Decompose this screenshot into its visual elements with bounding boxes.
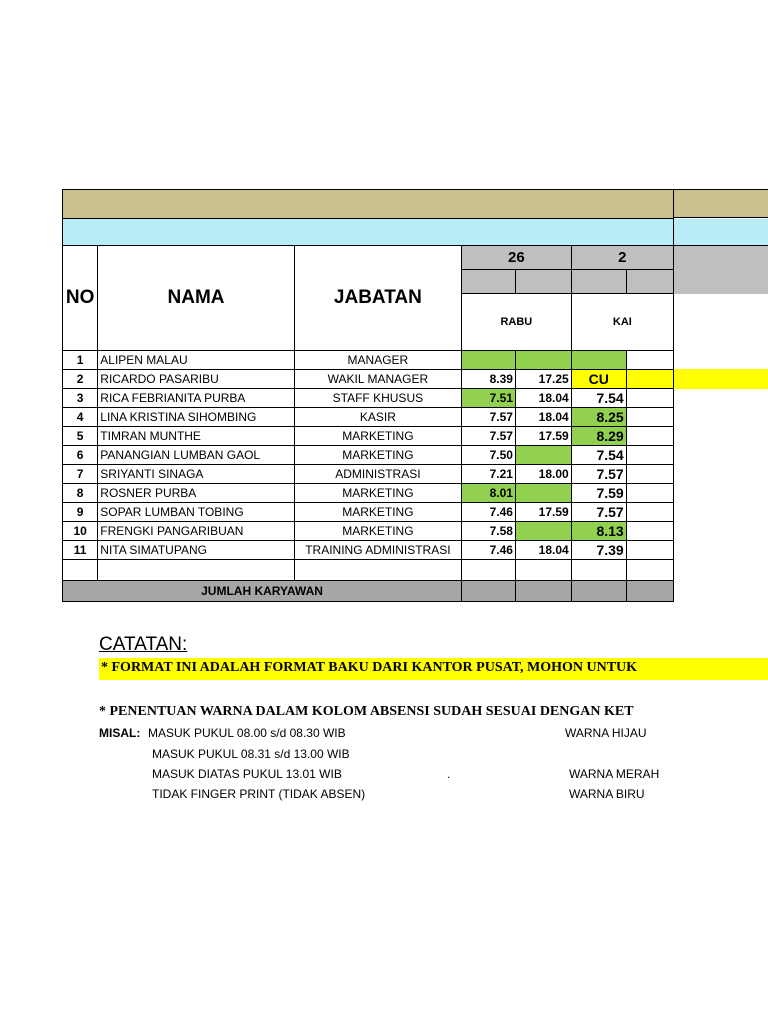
row-next: 7.57 [571,465,626,484]
row-jabatan: ADMINISTRASI [294,465,461,484]
header-no: NO [63,246,98,351]
row-next-out [626,522,673,541]
row-no: 1 [63,351,98,370]
day-header-2: KAI [571,294,673,351]
row-next: 7.39 [571,541,626,560]
table-row [63,446,674,465]
table-row [63,408,674,427]
row-next: 8.13 [571,522,626,541]
example-color: WARNA BIRU [569,787,645,801]
row-jabatan: MARKETING [294,522,461,541]
example-text: MASUK PUKUL 08.00 s/d 08.30 WIB [148,726,346,740]
row-jabatan: KASIR [294,408,461,427]
row-masuk: 8.39 [462,370,516,389]
empty-cell [626,560,673,581]
row-masuk [462,351,516,370]
row-jabatan: MANAGER [294,351,461,370]
row-nama: PANANGIAN LUMBAN GAOL [98,446,294,465]
row-nama: SRIYANTI SINAGA [98,465,294,484]
row-masuk: 7.51 [462,389,516,408]
row-nama: RICARDO PASARIBU [98,370,294,389]
sub-header-masuk-1 [462,270,516,294]
note-line-2: * PENENTUAN WARNA DALAM KOLOM ABSENSI SUDAH SESUAI DENGAN KET [99,704,634,719]
example-text: MASUK PUKUL 08.31 s/d 13.00 WIB [152,747,350,761]
table-row [63,465,674,484]
row-next: CU [571,370,626,389]
row-jabatan: MARKETING [294,503,461,522]
row-pulang [515,446,571,465]
total-cell [571,581,626,602]
subtitle-band [63,219,674,246]
title-band-overflow [674,189,768,218]
row-next-out [626,370,673,389]
day-header-1: RABU [462,294,572,351]
row-pulang: 18.04 [515,389,571,408]
table-row [63,503,674,522]
total-label: JUMLAH KARYAWAN [63,581,462,602]
sub-header-pulang-2 [626,270,673,294]
row-jabatan: MARKETING [294,427,461,446]
row-next-out [626,427,673,446]
row-masuk: 7.57 [462,408,516,427]
row-no: 10 [63,522,98,541]
row-nama: RICA FEBRIANITA PURBA [98,389,294,408]
example-dot: . [447,767,451,781]
title-band-row [63,190,674,219]
row-no: 11 [63,541,98,560]
row-jabatan: TRAINING ADMINISTRASI [294,541,461,560]
row-nama: LINA KRISTINA SIHOMBING [98,408,294,427]
empty-row [63,560,674,581]
row-jabatan: MARKETING [294,446,461,465]
total-row [63,581,674,602]
subtitle-band-overflow [674,219,768,246]
row-pulang: 17.25 [515,370,571,389]
empty-cell [98,560,294,581]
row-nama: ALIPEN MALAU [98,351,294,370]
row-pulang: 17.59 [515,427,571,446]
row-masuk: 7.46 [462,503,516,522]
row-next: 7.54 [571,389,626,408]
subtitle-band-row [63,219,674,246]
example-text: MASUK DIATAS PUKUL 13.01 WIB [152,767,342,781]
empty-cell [571,560,626,581]
row-pulang: 18.04 [515,408,571,427]
row-next: 7.54 [571,446,626,465]
row-pulang [515,522,571,541]
row-next-out [626,484,673,503]
row-no: 3 [63,389,98,408]
row-pulang [515,351,571,370]
row-masuk: 7.21 [462,465,516,484]
highlighted-note [99,658,768,680]
row-next-out [626,389,673,408]
example-color: WARNA MERAH [569,767,660,781]
empty-cell [462,560,516,581]
table-row [63,522,674,541]
row-no: 9 [63,503,98,522]
row-pulang [515,484,571,503]
row-next: 8.29 [571,427,626,446]
row-nama: FRENGKI PANGARIBUAN [98,522,294,541]
misal-label: MISAL: [99,726,141,740]
notes-title: CATATAN: [99,634,188,655]
row-nama: TIMRAN MUNTHE [98,427,294,446]
row-next-out [626,541,673,560]
row-next [571,351,626,370]
row-masuk: 8.01 [462,484,516,503]
table-row [63,351,674,370]
row-pulang: 18.00 [515,465,571,484]
row-masuk: 7.46 [462,541,516,560]
row-pulang: 18.04 [515,541,571,560]
table-row [63,484,674,503]
row-no: 4 [63,408,98,427]
date-header-1: 26 [462,246,572,270]
row-pulang: 17.59 [515,503,571,522]
title-band [63,190,674,219]
row-nama: NITA SIMATUPANG [98,541,294,560]
row-next: 7.57 [571,503,626,522]
row-next-out [626,465,673,484]
row-no: 5 [63,427,98,446]
example-text: TIDAK FINGER PRINT (TIDAK ABSEN) [152,787,366,801]
sub-header-masuk-2 [571,270,626,294]
note-line-1: * FORMAT INI ADALAH FORMAT BAKU DARI KANTOR PUSAT, MOHON UNTUK [101,660,638,675]
row-jabatan: STAFF KHUSUS [294,389,461,408]
date-header-2: 2 [571,246,673,270]
attendance-table [62,189,674,602]
header-row-dates [63,246,674,270]
sub-header-pulang-1 [515,270,571,294]
row-masuk: 7.58 [462,522,516,541]
table-row [63,389,674,408]
total-cell [462,581,516,602]
date-header-overflow [674,246,768,294]
row2-highlight-overflow [674,369,768,389]
empty-cell [515,560,571,581]
row-nama: SOPAR LUMBAN TOBING [98,503,294,522]
empty-cell [294,560,461,581]
row-jabatan: WAKIL MANAGER [294,370,461,389]
row-next: 8.25 [571,408,626,427]
total-cell [515,581,571,602]
row-no: 6 [63,446,98,465]
row-next-out [626,408,673,427]
table-row [63,370,674,389]
table-row [63,541,674,560]
row-next-out [626,503,673,522]
row-masuk: 7.57 [462,427,516,446]
header-jabatan: JABATAN [294,246,461,351]
row-next: 7.59 [571,484,626,503]
row-jabatan: MARKETING [294,484,461,503]
row-masuk: 7.50 [462,446,516,465]
row-next-out [626,446,673,465]
empty-cell [63,560,98,581]
row-no: 2 [63,370,98,389]
row-next-out [626,351,673,370]
table-row [63,427,674,446]
row-nama: ROSNER PURBA [98,484,294,503]
example-color: WARNA HIJAU [565,726,647,740]
row-no: 8 [63,484,98,503]
header-nama: NAMA [98,246,294,351]
row-no: 7 [63,465,98,484]
total-cell [626,581,673,602]
